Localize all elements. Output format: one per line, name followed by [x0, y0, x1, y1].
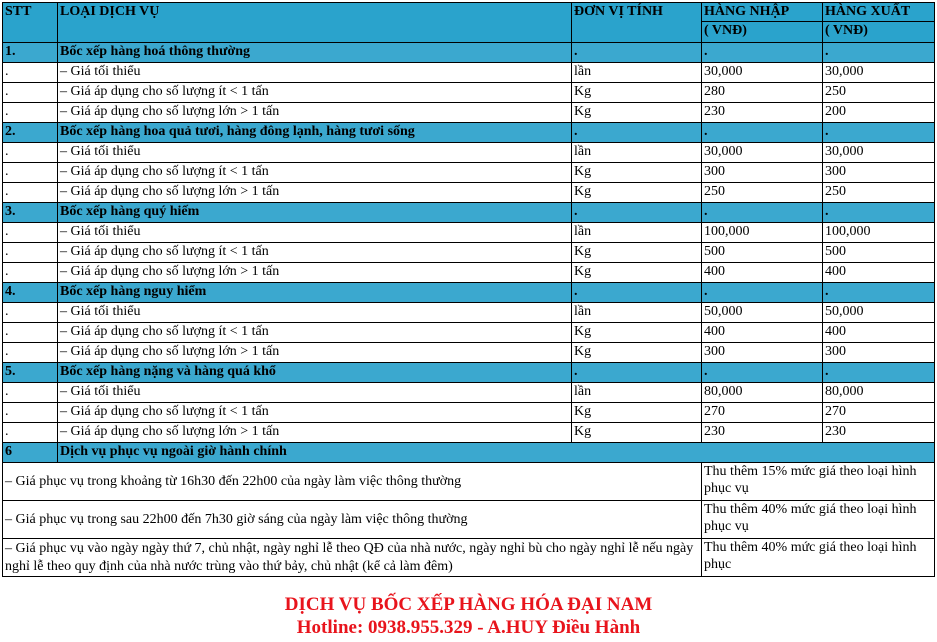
row-export-price: 250: [823, 83, 935, 103]
section-row: [3, 123, 935, 143]
row-stt: .: [3, 223, 58, 243]
table-row: [3, 183, 935, 203]
row-service: – Giá áp dụng cho số lượng ít < 1 tấn: [58, 163, 572, 183]
header-stt: STT: [3, 3, 58, 43]
row-stt: .: [3, 383, 58, 403]
row-export-price: 30,000: [823, 63, 935, 83]
price-table: [2, 2, 935, 577]
row-export-price: 500: [823, 243, 935, 263]
row-service: – Giá áp dụng cho số lượng lớn > 1 tấn: [58, 343, 572, 363]
row-import-price: 300: [702, 343, 823, 363]
header-export: [823, 3, 935, 43]
row-import-price: 230: [702, 103, 823, 123]
section-title: Bốc xếp hàng hoá thông thường: [58, 43, 572, 63]
header-import-label: HÀNG NHẬP: [704, 4, 790, 19]
section-title: Bốc xếp hàng nguy hiểm: [58, 283, 572, 303]
row-import-price: 100,000: [702, 223, 823, 243]
table-row: [3, 223, 935, 243]
row-stt: .: [3, 423, 58, 443]
row-stt: .: [3, 343, 58, 363]
row-import-price: 50,000: [702, 303, 823, 323]
footer: [0, 593, 937, 639]
row-unit: Kg: [572, 343, 702, 363]
table-row: [3, 403, 935, 423]
overtime-description: – Giá phục vụ trong sau 22h00 đến 7h30 giờ sáng của ngày làm việc thông thường: [3, 501, 702, 539]
section-title: Bốc xếp hàng quý hiếm: [58, 203, 572, 223]
section-unit: .: [572, 123, 702, 143]
header-export-currency: ( VNĐ): [823, 21, 934, 40]
header-row: [3, 3, 935, 43]
section-unit: .: [572, 203, 702, 223]
header-import: [702, 3, 823, 43]
section-number: 5.: [3, 363, 58, 383]
row-stt: .: [3, 163, 58, 183]
overtime-surcharge: Thu thêm 40% mức giá theo loại hình phục vụ: [702, 501, 935, 539]
row-export-price: 100,000: [823, 223, 935, 243]
hotline: Hotline: 0938.955.329 - A.HUY Điều Hành: [296, 617, 641, 638]
section-unit: .: [572, 363, 702, 383]
row-unit: Kg: [572, 83, 702, 103]
section-number: 1.: [3, 43, 58, 63]
row-stt: .: [3, 303, 58, 323]
row-stt: .: [3, 103, 58, 123]
header-unit: ĐƠN VỊ TÍNH: [572, 3, 702, 43]
table-row: [3, 243, 935, 263]
section-row: [3, 363, 935, 383]
row-stt: .: [3, 403, 58, 423]
row-unit: Kg: [572, 103, 702, 123]
row-service: – Giá tối thiểu: [58, 223, 572, 243]
table-row: [3, 383, 935, 403]
row-service: – Giá áp dụng cho số lượng lớn > 1 tấn: [58, 103, 572, 123]
row-unit: lần: [572, 383, 702, 403]
row-stt: .: [3, 143, 58, 163]
row-export-price: 400: [823, 263, 935, 283]
row-unit: lần: [572, 303, 702, 323]
row-unit: Kg: [572, 163, 702, 183]
row-service: – Giá áp dụng cho số lượng lớn > 1 tấn: [58, 263, 572, 283]
table-row: [3, 63, 935, 83]
row-stt: .: [3, 323, 58, 343]
row-import-price: 400: [702, 263, 823, 283]
overtime-surcharge: Thu thêm 15% mức giá theo loại hình phục vụ: [702, 463, 935, 501]
row-service: – Giá áp dụng cho số lượng lớn > 1 tấn: [58, 183, 572, 203]
row-import-price: 230: [702, 423, 823, 443]
section-row: [3, 203, 935, 223]
section-export: .: [823, 123, 935, 143]
row-unit: Kg: [572, 323, 702, 343]
section-unit: .: [572, 43, 702, 63]
row-unit: Kg: [572, 403, 702, 423]
section-number: 3.: [3, 203, 58, 223]
row-export-price: 300: [823, 163, 935, 183]
section-export: .: [823, 203, 935, 223]
overtime-description: – Giá phục vụ trong khoảng từ 16h30 đến 22h00 của ngày làm việc thông thường: [3, 463, 702, 501]
row-unit: lần: [572, 223, 702, 243]
row-service: – Giá tối thiểu: [58, 63, 572, 83]
row-unit: Kg: [572, 263, 702, 283]
section-import: .: [702, 123, 823, 143]
row-service: – Giá tối thiểu: [58, 383, 572, 403]
header-service: LOẠI DỊCH VỤ: [58, 3, 572, 43]
row-stt: .: [3, 83, 58, 103]
row-import-price: 30,000: [702, 63, 823, 83]
row-import-price: 30,000: [702, 143, 823, 163]
overtime-surcharge: Thu thêm 40% mức giá theo loại hình phục: [702, 539, 935, 577]
section-import: .: [702, 43, 823, 63]
row-stt: .: [3, 243, 58, 263]
section-number: 6: [3, 443, 58, 463]
overtime-row: [3, 501, 935, 539]
section-row: [3, 43, 935, 63]
row-service: – Giá áp dụng cho số lượng ít < 1 tấn: [58, 83, 572, 103]
row-export-price: 200: [823, 103, 935, 123]
header-import-currency: ( VNĐ): [702, 21, 822, 40]
row-import-price: 80,000: [702, 383, 823, 403]
section-unit: .: [572, 283, 702, 303]
section-title: Bốc xếp hàng hoa quả tươi, hàng đông lạnh, hàng tươi sống: [58, 123, 572, 143]
row-export-price: 250: [823, 183, 935, 203]
row-stt: .: [3, 263, 58, 283]
table-row: [3, 423, 935, 443]
row-import-price: 500: [702, 243, 823, 263]
row-export-price: 230: [823, 423, 935, 443]
price-table-container: [2, 2, 934, 577]
row-stt: .: [3, 63, 58, 83]
section-import: .: [702, 203, 823, 223]
row-import-price: 250: [702, 183, 823, 203]
row-service: – Giá tối thiểu: [58, 303, 572, 323]
row-service: – Giá áp dụng cho số lượng lớn > 1 tấn: [58, 423, 572, 443]
section-row: [3, 283, 935, 303]
table-row: [3, 143, 935, 163]
table-row: [3, 343, 935, 363]
row-import-price: 400: [702, 323, 823, 343]
section-title: Dịch vụ phục vụ ngoài giờ hành chính: [58, 443, 935, 463]
overtime-row: [3, 463, 935, 501]
row-unit: Kg: [572, 243, 702, 263]
section-export: .: [823, 283, 935, 303]
table-row: [3, 263, 935, 283]
section-export: .: [823, 43, 935, 63]
row-unit: lần: [572, 143, 702, 163]
overtime-description: – Giá phục vụ vào ngày ngày thứ 7, chủ nhật, ngày nghỉ lễ theo QĐ của nhà nước, ngày nghỉ bù cho ngày nghỉ lễ nếu ngày nghỉ lễ theo quy định của nhà nước trùng vào thứ bảy, chủ nhật (kể cả làm đêm): [3, 539, 702, 577]
row-stt: .: [3, 183, 58, 203]
row-import-price: 300: [702, 163, 823, 183]
row-export-price: 400: [823, 323, 935, 343]
row-unit: Kg: [572, 423, 702, 443]
overtime-row: [3, 539, 935, 577]
row-unit: Kg: [572, 183, 702, 203]
table-row: [3, 103, 935, 123]
row-export-price: 50,000: [823, 303, 935, 323]
section-number: 4.: [3, 283, 58, 303]
row-export-price: 80,000: [823, 383, 935, 403]
section-row: [3, 443, 935, 463]
row-service: – Giá tối thiểu: [58, 143, 572, 163]
table-row: [3, 83, 935, 103]
table-row: [3, 323, 935, 343]
row-import-price: 270: [702, 403, 823, 423]
row-service: – Giá áp dụng cho số lượng ít < 1 tấn: [58, 403, 572, 423]
row-export-price: 300: [823, 343, 935, 363]
row-service: – Giá áp dụng cho số lượng ít < 1 tấn: [58, 243, 572, 263]
row-export-price: 270: [823, 403, 935, 423]
section-number: 2.: [3, 123, 58, 143]
table-row: [3, 163, 935, 183]
company-name: DỊCH VỤ BỐC XẾP HÀNG HÓA ĐẠI NAM: [284, 594, 653, 615]
section-export: .: [823, 363, 935, 383]
row-service: – Giá áp dụng cho số lượng ít < 1 tấn: [58, 323, 572, 343]
row-import-price: 280: [702, 83, 823, 103]
row-unit: lần: [572, 63, 702, 83]
section-title: Bốc xếp hàng nặng và hàng quá khổ: [58, 363, 572, 383]
table-row: [3, 303, 935, 323]
row-export-price: 30,000: [823, 143, 935, 163]
section-import: .: [702, 363, 823, 383]
section-import: .: [702, 283, 823, 303]
header-export-label: HÀNG XUẤT: [825, 4, 911, 19]
